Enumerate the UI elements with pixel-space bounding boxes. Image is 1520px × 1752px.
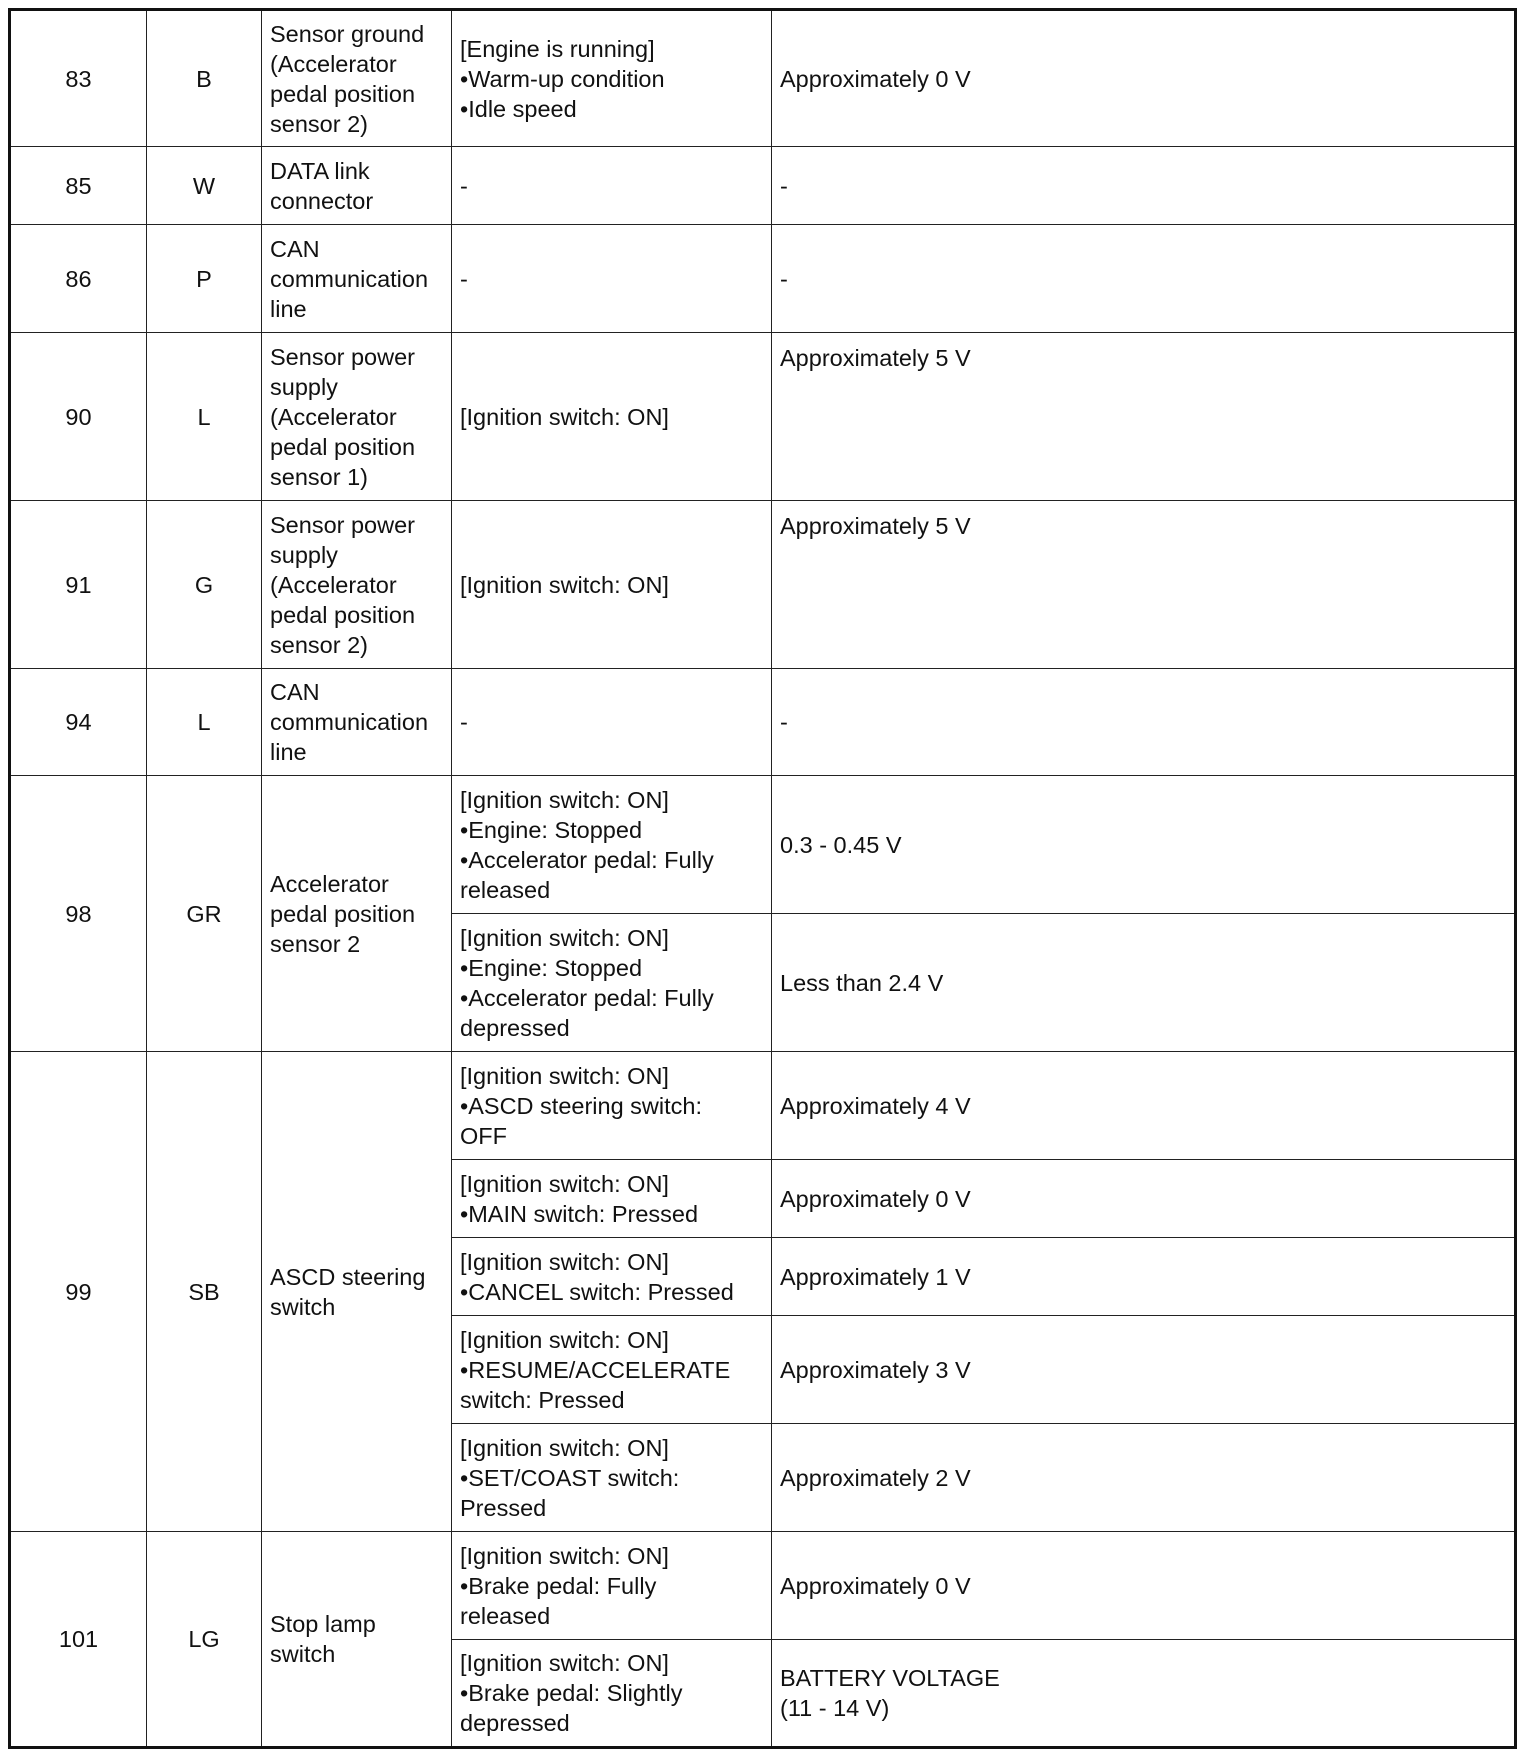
condition: [Ignition switch: ON] •CANCEL switch: Pressed [452, 1238, 772, 1316]
value: 0.3 - 0.45 V [772, 776, 1516, 914]
value: Approximately 3 V [772, 1316, 1516, 1424]
wire-color: P [147, 225, 262, 333]
condition: [Ignition switch: ON] •Brake pedal: Slightly depressed [452, 1640, 772, 1748]
condition: [Ignition switch: ON] •SET/COAST switch: Pressed [452, 1424, 772, 1532]
value: Approximately 1 V [772, 1238, 1516, 1316]
condition: [Ignition switch: ON] [452, 333, 772, 501]
value: Approximately 0 V [772, 1160, 1516, 1238]
table-row [10, 501, 1516, 669]
condition: [Ignition switch: ON] •ASCD steering switch: OFF [452, 1052, 772, 1160]
value: Approximately 5 V [772, 333, 1516, 501]
value: Less than 2.4 V [772, 914, 1516, 1052]
signal-name: ASCD steering switch [262, 1052, 452, 1532]
value: Approximately 4 V [772, 1052, 1516, 1160]
condition: [Ignition switch: ON] [452, 501, 772, 669]
value: Approximately 0 V [772, 1532, 1516, 1640]
wire-color: LG [147, 1532, 262, 1748]
table-row [10, 669, 1516, 776]
value: Approximately 0 V [772, 10, 1516, 147]
condition: [Ignition switch: ON] •Engine: Stopped •Accelerator pedal: Fully released [452, 776, 772, 914]
condition: - [452, 147, 772, 225]
value: BATTERY VOLTAGE (11 - 14 V) [772, 1640, 1516, 1748]
table-row [10, 1532, 1516, 1640]
wire-color: L [147, 669, 262, 776]
terminal-number: 99 [10, 1052, 147, 1532]
condition: [Ignition switch: ON] •Engine: Stopped •Accelerator pedal: Fully depressed [452, 914, 772, 1052]
terminal-number: 101 [10, 1532, 147, 1748]
terminal-number: 86 [10, 225, 147, 333]
signal-name: Sensor power supply (Accelerator pedal position sensor 2) [262, 501, 452, 669]
condition: [Ignition switch: ON] •RESUME/ACCELERATE switch: Pressed [452, 1316, 772, 1424]
value: - [772, 225, 1516, 333]
condition: - [452, 669, 772, 776]
condition: [Engine is running] •Warm-up condition •Idle speed [452, 10, 772, 147]
signal-name: Sensor ground (Accelerator pedal position sensor 2) [262, 10, 452, 147]
table-row [10, 333, 1516, 501]
wire-color: SB [147, 1052, 262, 1532]
value: Approximately 2 V [772, 1424, 1516, 1532]
signal-name: Sensor power supply (Accelerator pedal position sensor 1) [262, 333, 452, 501]
value: - [772, 147, 1516, 225]
wire-color: W [147, 147, 262, 225]
value: Approximately 5 V [772, 501, 1516, 669]
table-row [10, 147, 1516, 225]
wire-color: G [147, 501, 262, 669]
table-row [10, 1052, 1516, 1160]
terminal-number: 90 [10, 333, 147, 501]
terminal-number: 91 [10, 501, 147, 669]
signal-name: Accelerator pedal position sensor 2 [262, 776, 452, 1052]
signal-name: DATA link connector [262, 147, 452, 225]
wire-color: GR [147, 776, 262, 1052]
signal-name: CAN communication line [262, 225, 452, 333]
wire-color: L [147, 333, 262, 501]
value: - [772, 669, 1516, 776]
terminal-number: 85 [10, 147, 147, 225]
table-row [10, 225, 1516, 333]
signal-name: Stop lamp switch [262, 1532, 452, 1748]
signal-name: CAN communication line [262, 669, 452, 776]
condition: [Ignition switch: ON] •MAIN switch: Pressed [452, 1160, 772, 1238]
terminal-number: 83 [10, 10, 147, 147]
table-row [10, 776, 1516, 914]
table-row [10, 10, 1516, 147]
wire-color: B [147, 10, 262, 147]
terminal-number: 94 [10, 669, 147, 776]
condition: [Ignition switch: ON] •Brake pedal: Fully released [452, 1532, 772, 1640]
condition: - [452, 225, 772, 333]
ecm-terminal-table [8, 8, 1517, 1749]
terminal-number: 98 [10, 776, 147, 1052]
